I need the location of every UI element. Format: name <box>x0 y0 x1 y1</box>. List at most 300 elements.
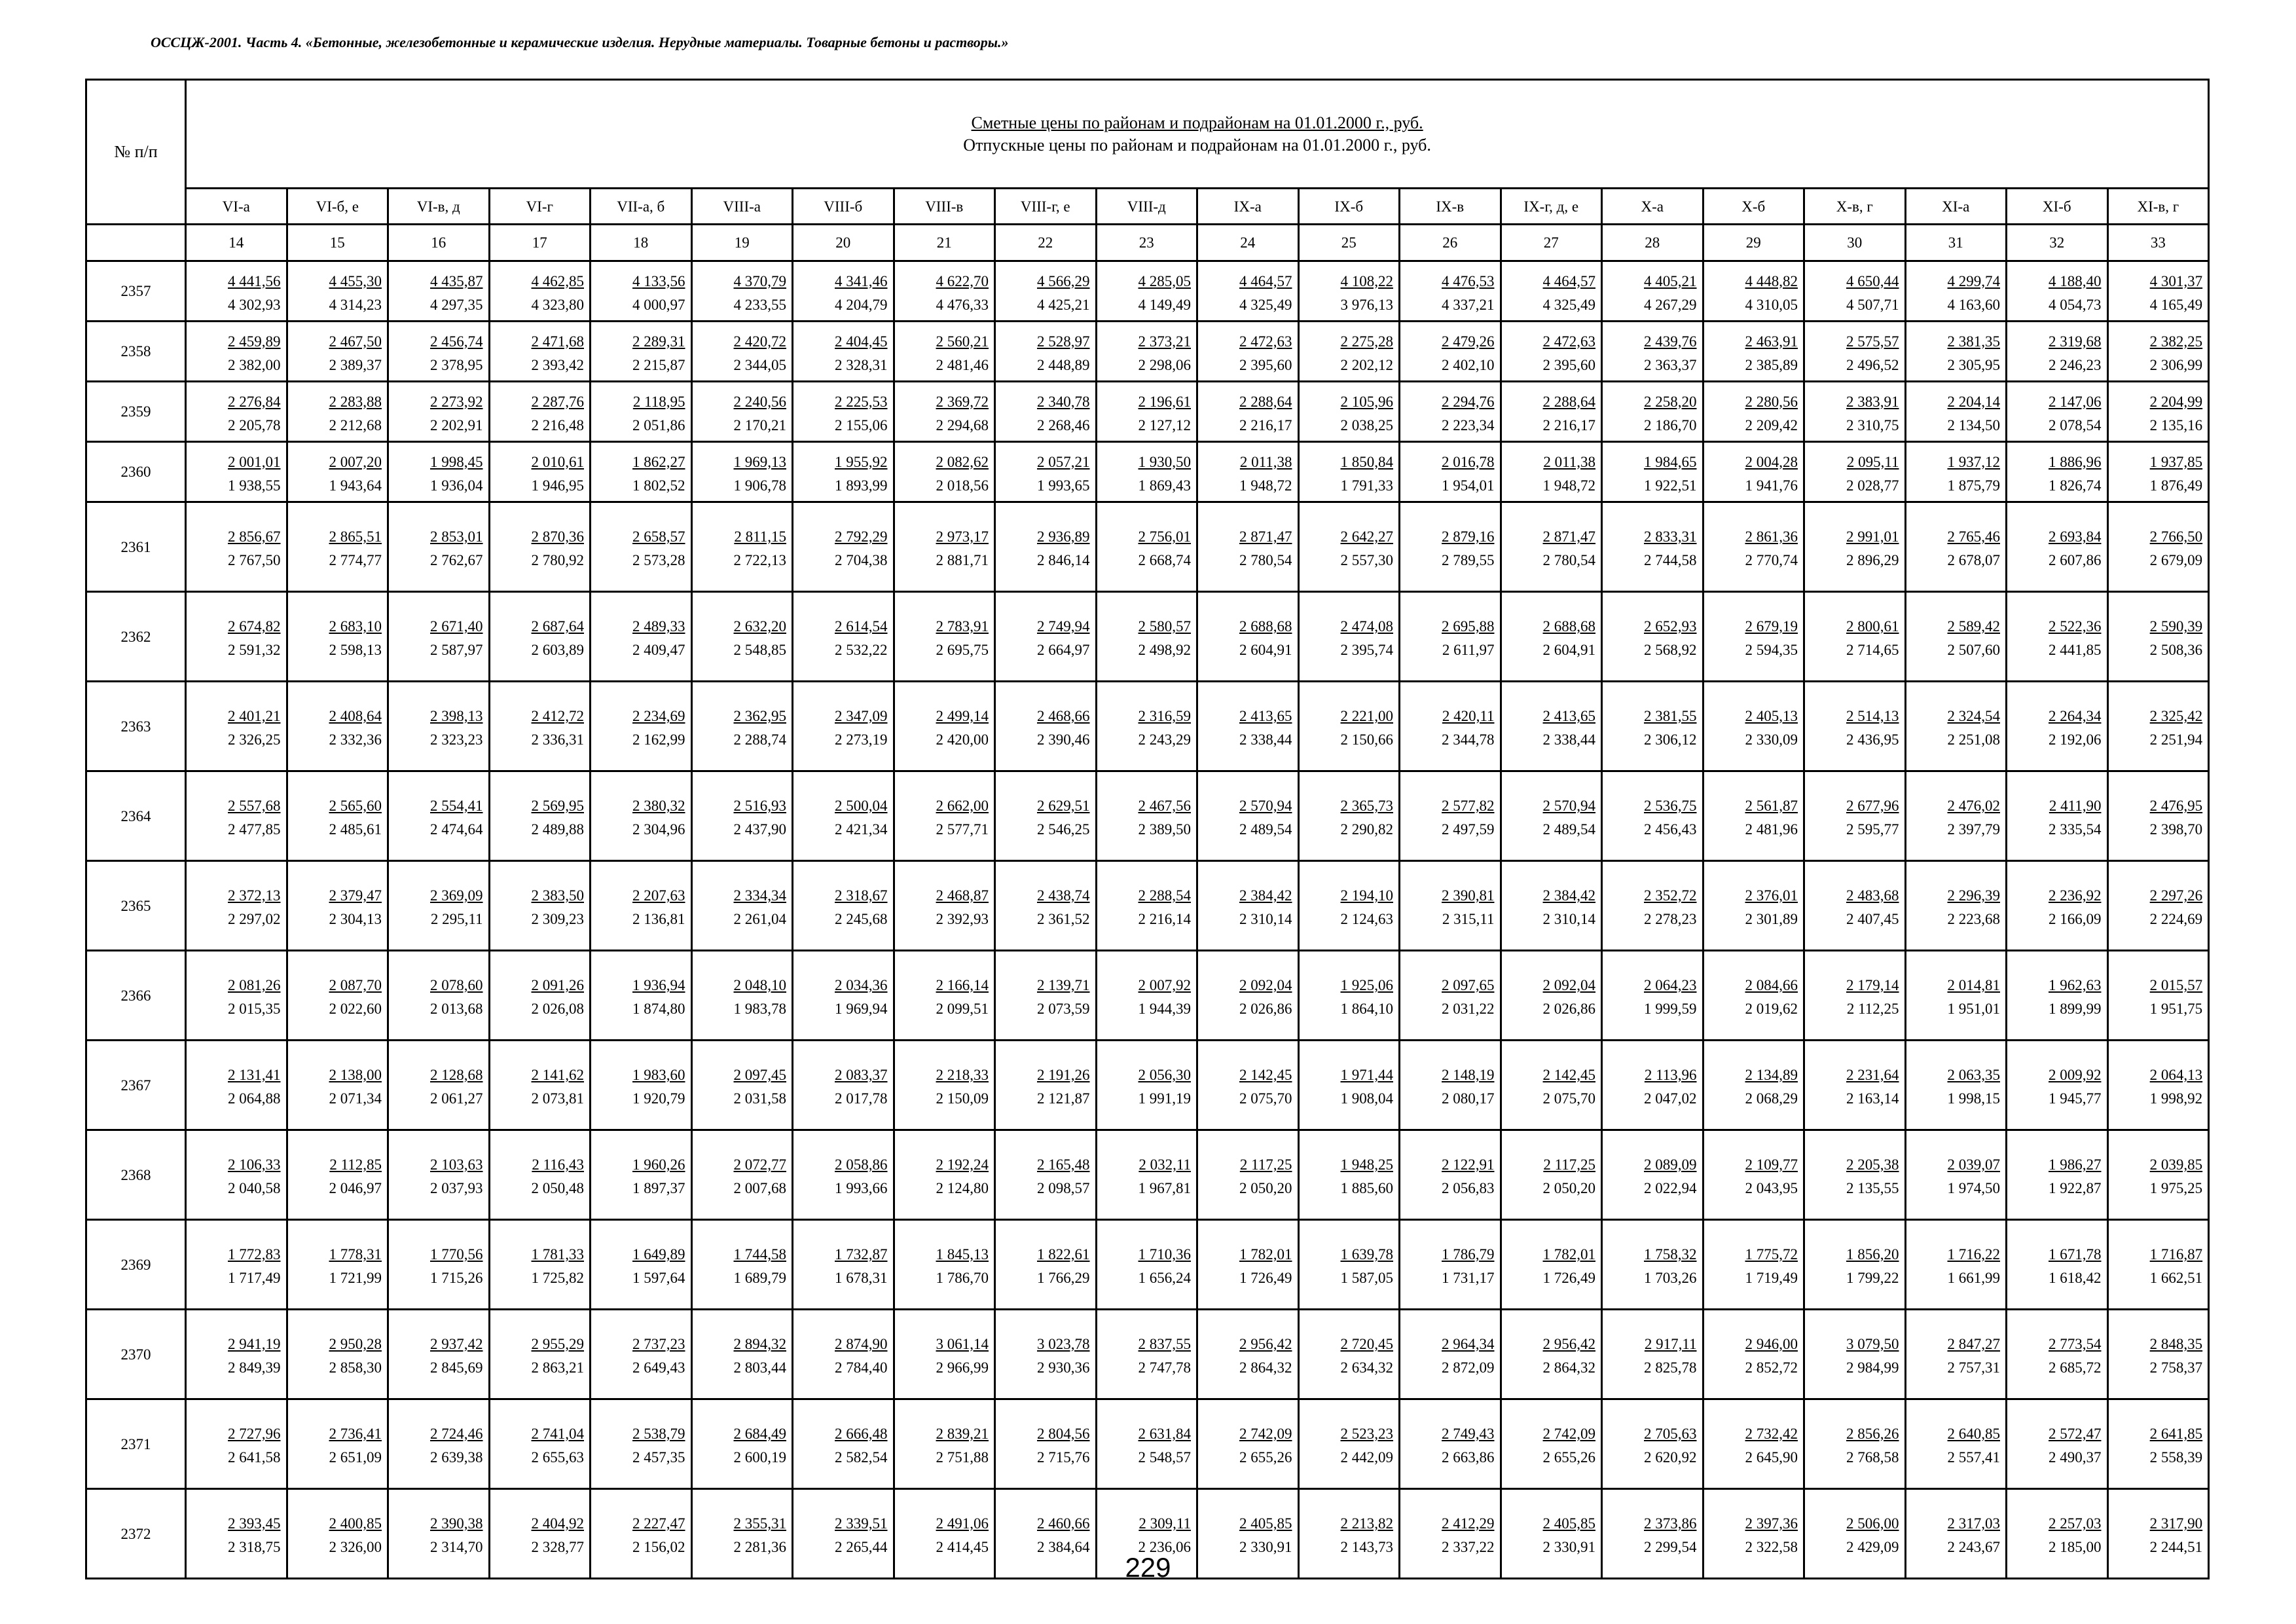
release-price: 2 384,64 <box>1037 1539 1090 1555</box>
price-cell <box>2007 322 2108 382</box>
release-price: 2 224,69 <box>2149 911 2203 927</box>
estimated-price: 2 479,26 <box>1442 333 1495 350</box>
release-price: 2 577,71 <box>936 821 989 838</box>
estimated-price: 2 476,95 <box>2149 798 2203 814</box>
estimated-price: 1 782,01 <box>1542 1246 1595 1263</box>
estimated-price: 2 334,34 <box>733 887 786 904</box>
column-number: 19 <box>691 225 793 261</box>
region-header: IX-б <box>1298 189 1400 225</box>
release-price: 2 456,43 <box>1644 821 1697 838</box>
price-cell <box>1804 592 1906 682</box>
estimated-price: 1 716,22 <box>1947 1246 2000 1263</box>
estimated-price: 2 276,84 <box>228 393 281 410</box>
region-header: XI-а <box>1905 189 2007 225</box>
estimated-price: 4 108,22 <box>1340 272 1393 289</box>
price-cell <box>186 382 287 442</box>
price-cell <box>2107 951 2209 1041</box>
estimated-price: 2 662,00 <box>936 798 989 814</box>
release-price: 1 951,75 <box>2149 1001 2203 1017</box>
price-cell <box>388 382 490 442</box>
release-price: 1 998,92 <box>2149 1090 2203 1107</box>
release-price: 2 390,46 <box>1037 731 1090 748</box>
estimated-price: 2 283,88 <box>329 393 382 410</box>
release-price: 2 170,21 <box>733 416 786 434</box>
release-price: 2 323,23 <box>430 731 483 748</box>
region-header: VI-б, е <box>287 189 388 225</box>
release-price: 2 397,79 <box>1947 821 2000 838</box>
release-price: 2 603,89 <box>531 642 584 658</box>
estimated-price: 2 577,82 <box>1442 798 1495 814</box>
column-number-blank <box>86 225 186 261</box>
column-number: 15 <box>287 225 388 261</box>
estimated-price: 2 340,78 <box>1037 393 1090 410</box>
release-price: 2 299,54 <box>1644 1539 1697 1555</box>
price-cell <box>1804 682 1906 771</box>
region-header: X-а <box>1602 189 1704 225</box>
estimated-price: 4 285,05 <box>1138 272 1191 289</box>
release-price: 1 826,74 <box>2049 477 2102 494</box>
estimated-price: 2 476,02 <box>1947 798 2000 814</box>
column-number: 31 <box>1905 225 2007 261</box>
price-cell <box>1703 322 1804 382</box>
estimated-price: 2 225,53 <box>835 393 888 410</box>
region-header: VI-в, д <box>388 189 490 225</box>
price-cell <box>691 261 793 322</box>
release-price: 2 402,10 <box>1442 356 1495 373</box>
estimated-price: 2 894,32 <box>733 1336 786 1352</box>
column-number: 32 <box>2007 225 2108 261</box>
estimated-price: 2 749,94 <box>1037 618 1090 635</box>
release-price: 2 243,29 <box>1138 731 1191 748</box>
price-cell <box>1197 592 1299 682</box>
price-cell <box>1905 1220 2007 1310</box>
estimated-price: 2 383,50 <box>531 887 584 904</box>
estimated-price: 2 705,63 <box>1644 1426 1697 1442</box>
release-price: 2 825,78 <box>1644 1359 1697 1376</box>
price-cell <box>2007 382 2108 442</box>
release-price: 1 719,49 <box>1745 1270 1798 1286</box>
price-cell <box>691 1399 793 1489</box>
price-cell <box>995 1399 1097 1489</box>
release-price: 2 442,09 <box>1340 1449 1393 1466</box>
region-header: VI-г <box>489 189 591 225</box>
region-header: VII-а, б <box>591 189 692 225</box>
release-price: 2 864,32 <box>1239 1359 1292 1376</box>
estimated-price: 2 412,29 <box>1442 1515 1495 1532</box>
release-price: 2 548,57 <box>1138 1449 1191 1466</box>
estimated-price: 2 257,03 <box>2049 1515 2102 1532</box>
price-cell <box>591 1399 692 1489</box>
price-cell <box>1298 1130 1400 1220</box>
estimated-price: 1 775,72 <box>1745 1246 1798 1263</box>
table-row <box>86 502 2209 592</box>
estimated-price: 2 390,38 <box>430 1515 483 1532</box>
release-price: 2 489,54 <box>1542 821 1595 838</box>
price-cell <box>1400 1310 1501 1399</box>
row-number: 2371 <box>86 1399 186 1489</box>
release-price: 4 233,55 <box>733 296 786 313</box>
estimated-price: 4 464,57 <box>1542 272 1595 289</box>
release-price: 2 124,80 <box>936 1180 989 1196</box>
release-price: 2 099,51 <box>936 1001 989 1017</box>
estimated-price: 2 879,16 <box>1442 528 1495 545</box>
estimated-price: 2 589,42 <box>1947 618 2000 635</box>
release-price: 2 330,91 <box>1239 1539 1292 1555</box>
release-price: 2 047,02 <box>1644 1090 1697 1107</box>
estimated-price: 2 011,38 <box>1543 453 1595 470</box>
estimated-price: 1 886,96 <box>2049 453 2102 470</box>
price-cell <box>1905 771 2007 861</box>
price-cell <box>1602 382 1704 442</box>
price-cell <box>2107 1041 2209 1130</box>
price-cell <box>691 1041 793 1130</box>
estimated-price: 2 089,09 <box>1644 1156 1697 1173</box>
estimated-price: 1 930,50 <box>1138 453 1191 470</box>
price-cell <box>2107 592 2209 682</box>
release-price: 1 731,17 <box>1442 1270 1495 1286</box>
estimated-price: 1 960,26 <box>632 1156 685 1173</box>
estimated-price: 2 489,33 <box>632 618 685 635</box>
row-number: 2363 <box>86 682 186 771</box>
price-cell <box>1096 1399 1197 1489</box>
estimated-price: 2 439,76 <box>1644 333 1697 350</box>
estimated-price: 2 165,48 <box>1037 1156 1090 1173</box>
estimated-price: 4 133,56 <box>632 272 685 289</box>
release-price: 2 389,50 <box>1138 821 1191 838</box>
release-price: 2 136,81 <box>632 911 685 927</box>
release-price: 2 288,74 <box>733 731 786 748</box>
estimated-price: 1 955,92 <box>835 453 888 470</box>
price-cell <box>2107 261 2209 322</box>
price-cell <box>691 771 793 861</box>
price-cell <box>894 861 995 951</box>
price-cell <box>1501 1130 1602 1220</box>
release-price: 2 162,99 <box>632 731 685 748</box>
release-price: 2 966,99 <box>936 1359 989 1376</box>
release-price: 2 050,20 <box>1239 1180 1292 1196</box>
price-cell <box>1096 442 1197 502</box>
release-price: 2 265,44 <box>835 1539 888 1555</box>
estimated-price: 2 339,51 <box>835 1515 888 1532</box>
column-number: 29 <box>1703 225 1804 261</box>
price-cell <box>2107 442 2209 502</box>
estimated-price: 2 941,19 <box>228 1336 281 1352</box>
release-price: 2 326,00 <box>329 1539 382 1555</box>
estimated-price: 2 401,21 <box>228 708 281 724</box>
estimated-price: 2 742,09 <box>1542 1426 1595 1442</box>
price-cell <box>1703 1310 1804 1399</box>
estimated-price: 2 078,60 <box>430 977 483 993</box>
release-price: 2 306,99 <box>2149 356 2203 373</box>
estimated-price: 2 839,21 <box>936 1426 989 1442</box>
release-price: 1 874,80 <box>632 1001 685 1017</box>
estimated-price: 2 570,94 <box>1542 798 1595 814</box>
column-number: 28 <box>1602 225 1704 261</box>
estimated-price: 2 677,96 <box>1846 798 1899 814</box>
price-cell <box>1905 442 2007 502</box>
estimated-price: 2 467,56 <box>1138 798 1191 814</box>
release-price: 2 747,78 <box>1138 1359 1191 1376</box>
release-price: 2 245,68 <box>835 911 888 927</box>
release-price: 1 662,51 <box>2149 1270 2203 1286</box>
price-cell <box>1096 1041 1197 1130</box>
release-price: 2 040,58 <box>228 1180 281 1196</box>
release-price: 1 920,79 <box>632 1090 685 1107</box>
price-cell <box>894 1220 995 1310</box>
price-cell <box>894 592 995 682</box>
release-price: 2 310,14 <box>1542 911 1595 927</box>
release-price: 2 668,74 <box>1138 552 1191 568</box>
price-cell <box>793 1041 894 1130</box>
estimated-price: 2 063,35 <box>1947 1067 2000 1083</box>
column-number: 24 <box>1197 225 1299 261</box>
release-price: 2 507,60 <box>1947 642 2000 658</box>
estimated-price: 2 837,55 <box>1138 1336 1191 1352</box>
release-price: 1 948,72 <box>1239 477 1292 494</box>
release-price: 1 944,39 <box>1138 1001 1191 1017</box>
price-cell <box>591 951 692 1041</box>
price-cell <box>1905 592 2007 682</box>
estimated-price: 2 560,21 <box>936 333 989 350</box>
price-cell <box>186 1220 287 1310</box>
release-price: 2 202,12 <box>1340 356 1393 373</box>
price-cell <box>1400 951 1501 1041</box>
estimated-price: 2 325,42 <box>2149 708 2203 724</box>
release-price: 1 786,70 <box>936 1270 989 1286</box>
release-price: 1 766,29 <box>1037 1270 1090 1286</box>
column-number: 17 <box>489 225 591 261</box>
price-cell <box>995 1130 1097 1220</box>
price-cell <box>1501 951 1602 1041</box>
release-price: 2 789,55 <box>1442 552 1495 568</box>
release-price: 4 165,49 <box>2149 296 2203 313</box>
release-price: 2 112,25 <box>1846 1001 1899 1017</box>
price-cell <box>1703 682 1804 771</box>
price-cell <box>489 1399 591 1489</box>
release-price: 2 209,42 <box>1745 416 1798 434</box>
estimated-price: 2 106,33 <box>228 1156 281 1173</box>
release-price: 1 721,99 <box>329 1270 382 1286</box>
table-row <box>86 382 2209 442</box>
release-price: 1 908,04 <box>1340 1090 1393 1107</box>
row-number: 2368 <box>86 1130 186 1220</box>
estimated-price: 2 642,27 <box>1340 528 1393 545</box>
release-price: 2 774,77 <box>329 552 382 568</box>
price-cell <box>186 861 287 951</box>
estimated-price: 1 710,36 <box>1138 1246 1191 1263</box>
release-price: 2 714,65 <box>1846 642 1899 658</box>
release-price: 2 071,34 <box>329 1090 382 1107</box>
release-price: 2 216,17 <box>1239 416 1292 434</box>
release-price: 1 791,33 <box>1340 477 1393 494</box>
row-number: 2367 <box>86 1041 186 1130</box>
price-cell <box>287 261 388 322</box>
estimated-price: 4 448,82 <box>1745 272 1798 289</box>
price-cell <box>1804 1399 1906 1489</box>
price-cell <box>691 442 793 502</box>
table-caption-row <box>86 80 2209 189</box>
release-price: 2 930,36 <box>1037 1359 1090 1376</box>
release-price: 2 489,88 <box>531 821 584 838</box>
release-price: 2 192,06 <box>2049 731 2102 748</box>
release-price: 2 328,31 <box>835 356 888 373</box>
estimated-price: 1 758,32 <box>1644 1246 1697 1263</box>
price-cell <box>1400 1041 1501 1130</box>
estimated-price: 2 693,84 <box>2049 528 2102 545</box>
estimated-price: 2 459,89 <box>228 333 281 350</box>
estimated-price: 2 097,45 <box>733 1067 786 1083</box>
estimated-price: 1 782,01 <box>1239 1246 1292 1263</box>
price-cell <box>591 1220 692 1310</box>
price-cell <box>1298 502 1400 592</box>
price-cell <box>489 861 591 951</box>
price-cell <box>1905 951 2007 1041</box>
region-header: XI-в, г <box>2107 189 2209 225</box>
price-cell <box>287 771 388 861</box>
price-cell <box>691 322 793 382</box>
estimated-price: 2 456,74 <box>430 333 483 350</box>
estimated-price: 2 355,31 <box>733 1515 786 1532</box>
price-cell <box>287 322 388 382</box>
price-cell <box>287 1399 388 1489</box>
price-cell <box>489 382 591 442</box>
estimated-price: 2 695,88 <box>1442 618 1495 635</box>
release-price: 2 421,34 <box>835 821 888 838</box>
release-price: 1 938,55 <box>228 477 281 494</box>
release-price: 2 314,70 <box>430 1539 483 1555</box>
release-price: 1 897,37 <box>632 1180 685 1196</box>
estimated-price: 2 087,70 <box>329 977 382 993</box>
release-price: 2 436,95 <box>1846 731 1899 748</box>
estimated-price: 2 472,63 <box>1542 333 1595 350</box>
release-price: 4 000,97 <box>632 296 685 313</box>
estimated-price: 2 773,54 <box>2049 1336 2102 1352</box>
price-cell <box>186 261 287 322</box>
release-price: 4 054,73 <box>2049 296 2102 313</box>
price-cell <box>1197 322 1299 382</box>
price-cell <box>1804 1130 1906 1220</box>
price-cell <box>995 261 1097 322</box>
price-cell <box>1096 1130 1197 1220</box>
release-price: 4 267,29 <box>1644 296 1697 313</box>
estimated-price: 2 365,73 <box>1340 798 1393 814</box>
estimated-price: 2 297,26 <box>2149 887 2203 904</box>
release-price: 2 244,51 <box>2149 1539 2203 1555</box>
release-price: 2 251,08 <box>1947 731 2000 748</box>
release-price: 2 185,00 <box>2049 1539 2102 1555</box>
estimated-price: 2 727,96 <box>228 1426 281 1442</box>
price-cell <box>1096 682 1197 771</box>
release-price: 2 984,99 <box>1846 1359 1899 1376</box>
price-cell <box>2007 771 2108 861</box>
release-price: 1 922,51 <box>1644 477 1697 494</box>
price-cell <box>894 1399 995 1489</box>
estimated-price: 2 506,00 <box>1846 1515 1899 1532</box>
price-cell <box>2007 951 2108 1041</box>
column-number: 20 <box>793 225 894 261</box>
price-cell <box>1602 951 1704 1041</box>
table-row <box>86 861 2209 951</box>
region-header: IX-а <box>1197 189 1299 225</box>
column-number: 16 <box>388 225 490 261</box>
estimated-price: 2 674,82 <box>228 618 281 635</box>
estimated-price: 2 483,68 <box>1846 887 1899 904</box>
release-price: 1 717,49 <box>228 1270 281 1286</box>
price-cell <box>1804 1220 1906 1310</box>
price-cell <box>388 1130 490 1220</box>
release-price: 2 679,09 <box>2149 552 2203 568</box>
release-price: 2 301,89 <box>1745 911 1798 927</box>
region-header: VI-а <box>186 189 287 225</box>
estimated-price: 2 732,42 <box>1745 1426 1798 1442</box>
estimated-price: 2 557,68 <box>228 798 281 814</box>
release-price: 1 726,49 <box>1542 1270 1595 1286</box>
estimated-price: 2 081,26 <box>228 977 281 993</box>
estimated-price: 2 231,64 <box>1846 1067 1899 1083</box>
price-cell <box>1298 1399 1400 1489</box>
estimated-price: 1 925,06 <box>1340 977 1393 993</box>
price-cell <box>691 1130 793 1220</box>
price-cell <box>1703 861 1804 951</box>
price-cell <box>691 1310 793 1399</box>
release-price: 2 236,06 <box>1138 1539 1191 1555</box>
release-price: 2 124,63 <box>1340 911 1393 927</box>
row-number: 2359 <box>86 382 186 442</box>
price-cell <box>489 771 591 861</box>
price-cell <box>1197 1220 1299 1310</box>
price-cell <box>793 261 894 322</box>
estimated-price: 2 640,85 <box>1947 1426 2000 1442</box>
price-cell <box>995 1220 1097 1310</box>
release-price: 2 186,70 <box>1644 416 1697 434</box>
price-cell <box>1096 861 1197 951</box>
estimated-price: 2 468,87 <box>936 887 989 904</box>
price-cell <box>1501 1041 1602 1130</box>
row-number-header-label: № п/п <box>114 142 158 161</box>
price-cell <box>1703 1220 1804 1310</box>
price-cell <box>1197 1310 1299 1399</box>
estimated-price: 2 205,38 <box>1846 1156 1899 1173</box>
release-price: 2 762,67 <box>430 552 483 568</box>
release-price: 2 852,72 <box>1745 1359 1798 1376</box>
release-price: 2 457,35 <box>632 1449 685 1466</box>
release-price: 2 846,14 <box>1037 552 1090 568</box>
release-price: 1 951,01 <box>1947 1001 2000 1017</box>
release-price: 2 557,41 <box>1947 1449 2000 1466</box>
release-price: 2 223,34 <box>1442 416 1495 434</box>
estimated-price: 2 082,62 <box>936 453 989 470</box>
price-cell <box>793 1130 894 1220</box>
release-price: 2 758,37 <box>2149 1359 2203 1376</box>
estimated-price: 2 749,43 <box>1442 1426 1495 1442</box>
estimated-price: 2 113,96 <box>1644 1067 1697 1083</box>
release-price: 2 784,40 <box>835 1359 888 1376</box>
estimated-price: 4 441,56 <box>228 272 281 289</box>
price-cell <box>1602 1041 1704 1130</box>
release-price: 4 297,35 <box>430 296 483 313</box>
estimated-price: 2 064,13 <box>2149 1067 2203 1083</box>
release-price: 1 885,60 <box>1340 1180 1393 1196</box>
release-price: 2 037,93 <box>430 1180 483 1196</box>
estimated-price: 2 671,40 <box>430 618 483 635</box>
region-header: XI-б <box>2007 189 2108 225</box>
release-price: 2 026,08 <box>531 1001 584 1017</box>
price-cell <box>894 1130 995 1220</box>
estimated-price: 2 134,89 <box>1745 1067 1798 1083</box>
table-row <box>86 261 2209 322</box>
price-cell <box>186 771 287 861</box>
release-price: 4 323,80 <box>531 296 584 313</box>
